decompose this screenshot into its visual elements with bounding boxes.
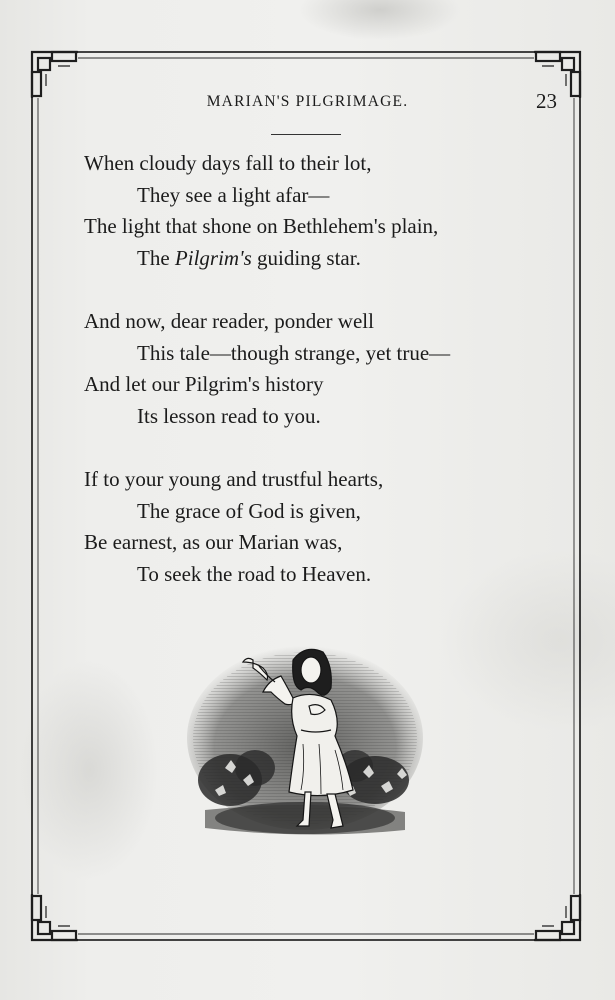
poem-line: They see a light afar—	[137, 182, 330, 207]
stanza	[84, 464, 554, 590]
running-head	[30, 89, 585, 119]
poem-line: Its lesson read to you.	[137, 403, 321, 428]
poem-line: To seek the road to Heaven.	[137, 561, 372, 586]
poem-line: When cloudy days fall to their lot,	[84, 151, 372, 175]
running-title: MARIAN'S PILGRIMAGE.	[206, 93, 409, 110]
poem	[84, 148, 554, 622]
poem-line: The grace of God is given,	[137, 498, 361, 523]
poem-line-text: The	[137, 245, 175, 270]
poem-line: If to your young and trustful hearts,	[84, 467, 384, 491]
poem-line: And let our Pilgrim's history	[84, 372, 324, 396]
poem-line-text: guiding star.	[251, 245, 361, 270]
poem-line: And now, dear reader, ponder well	[84, 309, 374, 333]
page-number: 23	[536, 89, 557, 113]
poem-line-italic: Pilgrim's	[174, 245, 252, 270]
poem-line: Be earnest, as our Marian was,	[84, 530, 343, 554]
engraving-girl-illustration	[185, 640, 425, 850]
stanza	[84, 306, 554, 432]
stanza	[84, 148, 554, 274]
poem-line: This tale—though strange, yet true—	[137, 340, 451, 365]
header-rule	[271, 134, 341, 135]
poem-line: The light that shone on Bethlehem's plain,	[84, 214, 439, 238]
poem-line	[84, 243, 554, 275]
